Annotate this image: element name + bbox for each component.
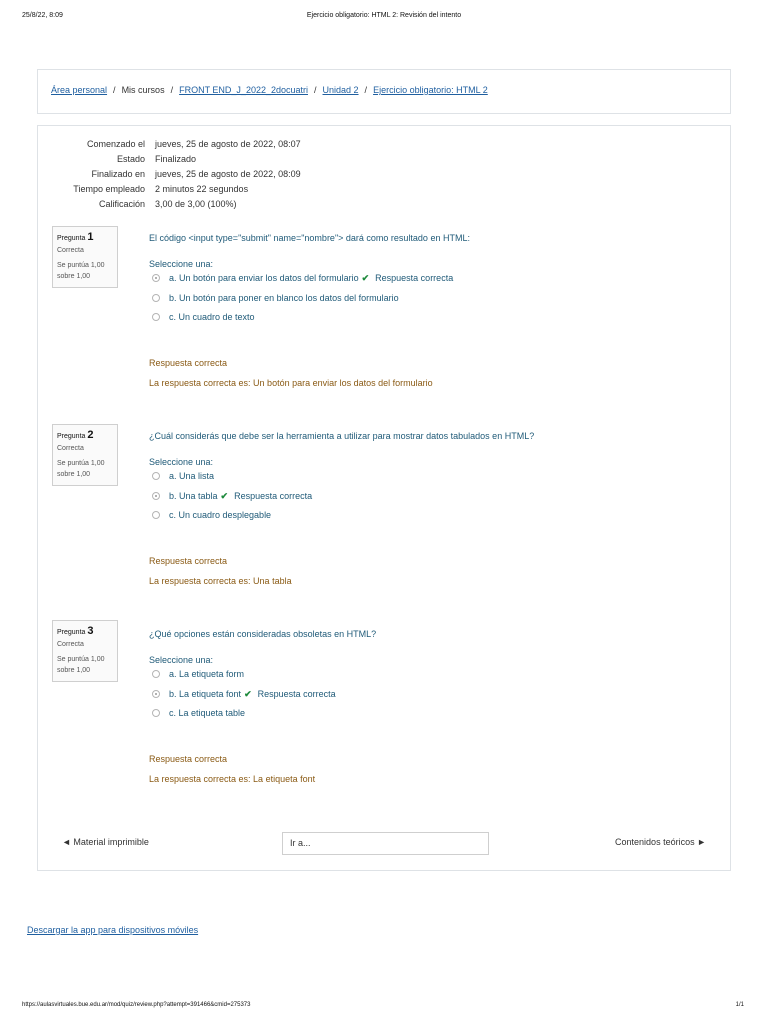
radio-button[interactable]	[152, 709, 160, 717]
breadcrumb-mis-cursos: Mis cursos	[121, 85, 165, 95]
summary-label: Estado	[116, 154, 145, 164]
question-grade-max: sobre 1,00	[57, 471, 91, 478]
breadcrumb-area-personal[interactable]: Área personal	[51, 85, 108, 95]
quiz-review-panel	[37, 125, 731, 871]
answer-option[interactable]	[149, 469, 709, 489]
question-content-1	[149, 233, 709, 388]
select-one-prompt: Seleccione una:	[149, 655, 214, 665]
question-state: Correcta	[57, 641, 84, 648]
radio-button[interactable]	[152, 511, 160, 519]
print-header	[0, 0, 768, 30]
breadcrumb-separator: /	[170, 85, 174, 95]
question-text: El código <input type="submit" name="nombre"> dará como resultado en HTML:	[149, 233, 470, 243]
correct-label: Respuesta correcta	[234, 490, 313, 501]
feedback-right-answer: La respuesta correcta es: Una tabla	[149, 575, 292, 586]
question-info-2	[52, 424, 118, 486]
select-one-prompt: Seleccione una:	[149, 457, 214, 467]
summary-label: Comenzado el	[86, 139, 145, 149]
answer-option[interactable]	[149, 667, 709, 687]
answer-option[interactable]	[149, 489, 709, 509]
question-state: Correcta	[57, 247, 84, 254]
checkmark-icon: ✔	[361, 273, 370, 283]
summary-label: Calificación	[98, 199, 145, 209]
question-grade: Se puntúa 1,00	[57, 460, 105, 467]
summary-value: 2 minutos 22 segundos	[155, 184, 249, 194]
breadcrumb-separator: /	[364, 85, 368, 95]
breadcrumb-separator: /	[314, 85, 317, 95]
print-page-number: 1/1	[735, 1002, 744, 1008]
summary-value: 3,00 de 3,00 (100%)	[155, 199, 237, 209]
correct-label: Respuesta correcta	[375, 273, 454, 283]
answer-text: a. Una lista	[169, 471, 215, 481]
summary-label: Tiempo empleado	[73, 184, 145, 194]
feedback-title: Respuesta correcta	[149, 555, 228, 566]
answer-text: b. Una tabla	[169, 490, 218, 501]
question-info-1	[52, 226, 118, 288]
question-label: Pregunta	[57, 433, 86, 440]
feedback-title: Respuesta correcta	[149, 357, 228, 368]
checkmark-icon: ✔	[244, 688, 252, 699]
mobile-app-link[interactable]: Descargar la app para dispositivos móviles	[27, 925, 199, 935]
answer-option[interactable]	[149, 271, 709, 291]
question-number: 3	[87, 625, 94, 637]
question-grade-max: sobre 1,00	[57, 273, 91, 280]
question-number: 2	[87, 429, 94, 441]
answer-text: a. Un botón para enviar los datos del formulario	[169, 273, 359, 283]
print-date: 25/8/22, 8:09	[22, 12, 63, 19]
answer-text: c. Un cuadro de texto	[169, 312, 255, 322]
breadcrumb-separator: /	[113, 85, 116, 95]
question-grade: Se puntúa 1,00	[57, 262, 105, 269]
answer-text: b. La etiqueta font	[169, 688, 242, 699]
question-grade: Se puntúa 1,00	[57, 656, 105, 663]
answer-option[interactable]	[149, 508, 709, 528]
print-footer	[0, 1002, 768, 1016]
question-text: ¿Qué opciones están consideradas obsoletas en HTML?	[149, 629, 377, 639]
print-title: Ejercicio obligatorio: HTML 2: Revisión del intento	[306, 12, 462, 19]
answer-option[interactable]	[149, 291, 709, 311]
radio-button-checked[interactable]	[152, 690, 160, 698]
radio-button[interactable]	[152, 294, 160, 302]
answer-list	[149, 469, 709, 528]
answer-text: a. La etiqueta form	[169, 669, 245, 679]
question-text: ¿Cuál considerás que debe ser la herramienta a utilizar para mostrar datos tabulados en HTML?	[149, 431, 535, 441]
question-info-3	[52, 620, 118, 682]
breadcrumb-container	[37, 69, 731, 114]
radio-button[interactable]	[152, 472, 160, 480]
question-content-2	[149, 431, 709, 586]
checkmark-icon: ✔	[220, 490, 229, 501]
question-grade-max: sobre 1,00	[57, 667, 91, 674]
answer-option[interactable]	[149, 687, 709, 707]
print-url: https://aulasvirtuales.bue.edu.ar/mod/quiz/review.php?attempt=391466&cmid=275373	[22, 1002, 251, 1008]
answer-text: c. Un cuadro desplegable	[169, 510, 272, 520]
breadcrumb-unit[interactable]: Unidad 2	[322, 85, 359, 95]
summary-value: jueves, 25 de agosto de 2022, 08:09	[155, 169, 301, 179]
answer-text: b. Un botón para poner en blanco los datos del formulario	[169, 292, 399, 303]
previous-activity-link[interactable]: ◄ Material imprimible	[62, 837, 149, 847]
answer-list	[149, 271, 709, 330]
jump-to-select[interactable]: Ir a...	[282, 832, 489, 855]
question-content-3	[149, 629, 709, 784]
radio-button-checked[interactable]	[152, 492, 160, 500]
feedback-title: Respuesta correcta	[149, 753, 228, 764]
feedback-right-answer: La respuesta correcta es: La etiqueta font	[149, 773, 316, 784]
question-number: 1	[87, 231, 94, 243]
radio-button[interactable]	[152, 313, 160, 321]
answer-option[interactable]	[149, 706, 709, 726]
question-state: Correcta	[57, 445, 84, 452]
answer-text: c. La etiqueta table	[169, 708, 246, 718]
breadcrumb-quiz[interactable]: Ejercicio obligatorio: HTML 2	[373, 85, 488, 95]
radio-button[interactable]	[152, 670, 160, 678]
question-label: Pregunta	[57, 235, 86, 242]
summary-value: Finalizado	[155, 154, 197, 164]
radio-button-checked[interactable]	[152, 274, 160, 282]
question-label: Pregunta	[57, 629, 86, 636]
feedback-right-answer: La respuesta correcta es: Un botón para enviar los datos del formulario	[149, 377, 433, 388]
correct-label: Respuesta correcta	[257, 688, 336, 699]
summary-label: Finalizado en	[91, 169, 145, 179]
breadcrumb	[51, 85, 488, 95]
select-one-prompt: Seleccione una:	[149, 259, 214, 269]
breadcrumb-course[interactable]: FRONT END_J_2022_2docuatri	[179, 85, 308, 95]
answer-option[interactable]	[149, 310, 709, 330]
next-activity-link[interactable]: Contenidos teóricos ►	[615, 837, 706, 847]
summary-value: jueves, 25 de agosto de 2022, 08:07	[155, 139, 301, 149]
answer-list	[149, 667, 709, 726]
